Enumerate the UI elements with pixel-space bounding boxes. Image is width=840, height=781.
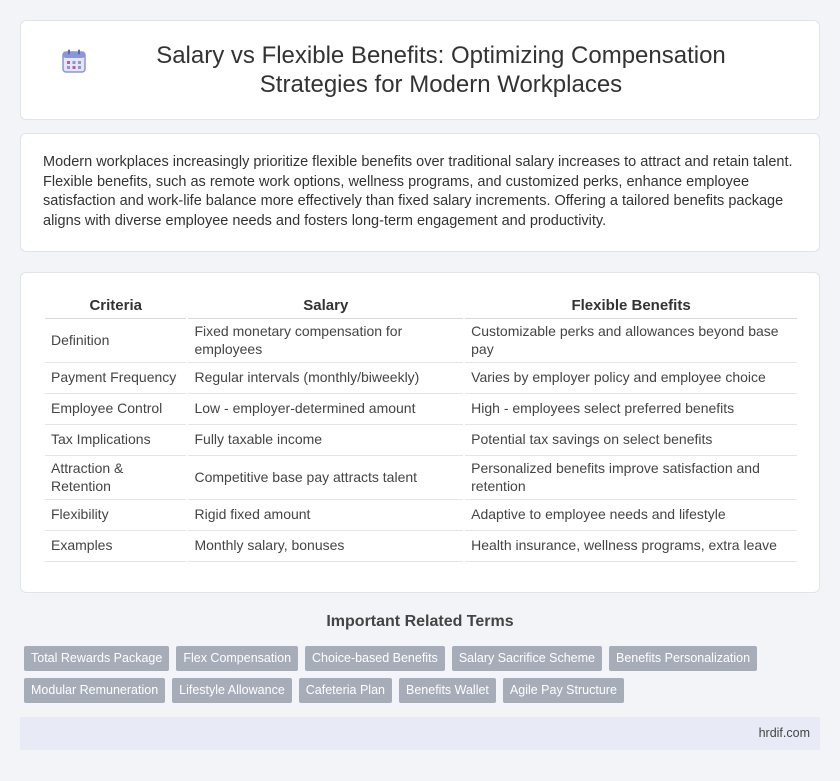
- salary-cell: Low - employer-determined amount: [188, 394, 463, 425]
- title-wrap: [21, 41, 819, 99]
- salary-cell: Monthly salary, bonuses: [188, 531, 463, 562]
- tag-row-2: [24, 678, 824, 703]
- salary-cell: Fixed monetary compensation for employees: [188, 319, 463, 363]
- table-row: [45, 531, 797, 562]
- related-tags: [24, 646, 824, 710]
- header-criteria: Criteria: [45, 293, 186, 319]
- criteria-cell: Flexibility: [45, 500, 186, 531]
- tag-choice-based-benefits[interactable]: Choice-based Benefits: [305, 646, 445, 671]
- benefits-cell: Personalized benefits improve satisfaction and retention: [465, 456, 797, 500]
- table-row: [45, 394, 797, 425]
- tag-salary-sacrifice-scheme[interactable]: Salary Sacrifice Scheme: [452, 646, 602, 671]
- criteria-cell: Definition: [45, 319, 186, 363]
- header-flexible-benefits: Flexible Benefits: [465, 293, 797, 319]
- tag-benefits-personalization[interactable]: Benefits Personalization: [609, 646, 757, 671]
- tag-flex-compensation[interactable]: Flex Compensation: [176, 646, 298, 671]
- header-salary: Salary: [188, 293, 463, 319]
- tag-lifestyle-allowance[interactable]: Lifestyle Allowance: [172, 678, 292, 703]
- footer: [20, 717, 820, 750]
- salary-cell: Rigid fixed amount: [188, 500, 463, 531]
- benefits-cell: Health insurance, wellness programs, extra leave: [465, 531, 797, 562]
- tag-total-rewards-package[interactable]: Total Rewards Package: [24, 646, 169, 671]
- related-terms-heading: Important Related Terms: [326, 613, 514, 630]
- calendar-icon: [61, 48, 87, 74]
- title-card: [20, 20, 820, 120]
- tag-benefits-wallet[interactable]: Benefits Wallet: [399, 678, 496, 703]
- intro-paragraph: Modern workplaces increasingly prioritize flexible benefits over traditional salary increases to attract and retain talent. Flexible benefits, such as remote work options, wellness programs, and customized perks, enhance employee satisfaction and work-life balance more effectively than fixed salary increments. Offering a tailored benefits package aligns with diverse employee needs and fosters long-term engagement and productivity.: [43, 154, 793, 229]
- tag-modular-remuneration[interactable]: Modular Remuneration: [24, 678, 165, 703]
- table-row: [45, 500, 797, 531]
- table-row: [45, 319, 797, 363]
- benefits-cell: Adaptive to employee needs and lifestyle: [465, 500, 797, 531]
- tag-row-1: [24, 646, 824, 671]
- benefits-cell: Potential tax savings on select benefits: [465, 425, 797, 456]
- salary-cell: Competitive base pay attracts talent: [188, 456, 463, 500]
- page-title: Salary vs Flexible Benefits: Optimizing Compensation Strategies for Modern Workplaces: [156, 42, 726, 98]
- criteria-cell: Attraction & Retention: [45, 456, 186, 500]
- intro-card: [20, 133, 820, 252]
- salary-cell: Fully taxable income: [188, 425, 463, 456]
- footer-site-link[interactable]: hrdif.com: [758, 726, 810, 740]
- comparison-table: [43, 293, 799, 562]
- table-row: [45, 425, 797, 456]
- criteria-cell: Employee Control: [45, 394, 186, 425]
- salary-cell: Regular intervals (monthly/biweekly): [188, 363, 463, 394]
- criteria-cell: Tax Implications: [45, 425, 186, 456]
- benefits-cell: Customizable perks and allowances beyond base pay: [465, 319, 797, 363]
- tag-agile-pay-structure[interactable]: Agile Pay Structure: [503, 678, 624, 703]
- benefits-cell: High - employees select preferred benefits: [465, 394, 797, 425]
- table-row: [45, 363, 797, 394]
- table-header-row: [45, 293, 797, 319]
- comparison-card: [20, 272, 820, 593]
- criteria-cell: Payment Frequency: [45, 363, 186, 394]
- benefits-cell: Varies by employer policy and employee choice: [465, 363, 797, 394]
- criteria-cell: Examples: [45, 531, 186, 562]
- tag-cafeteria-plan[interactable]: Cafeteria Plan: [299, 678, 392, 703]
- table-row: [45, 456, 797, 500]
